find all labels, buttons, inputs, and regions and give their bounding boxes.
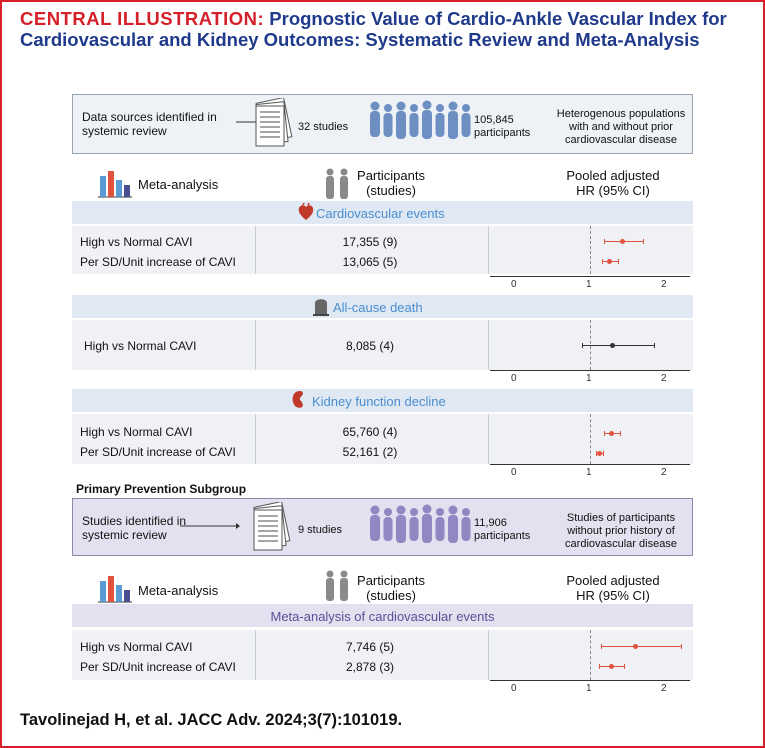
- death-row-1-label: High vs Normal CAVI: [84, 339, 197, 353]
- kidney-icon: [291, 390, 307, 410]
- sources-participants: 105,845 participants: [474, 114, 531, 139]
- divider: [255, 226, 256, 274]
- kidney-tick-0: 0: [511, 467, 517, 478]
- sources-studies: 32 studies: [298, 121, 349, 133]
- figure-title: [20, 8, 750, 50]
- cv-forest-plot: [488, 226, 693, 274]
- pp-studies: 9 studies: [298, 524, 343, 536]
- kidney-tick-2: 2: [661, 467, 667, 478]
- ci-line: [582, 345, 655, 346]
- two-people-icon: [322, 168, 352, 200]
- pp-bar-chart-icon: [98, 573, 132, 603]
- reference-line: [590, 630, 591, 680]
- pp-documents-icon: [248, 502, 292, 552]
- pp-two-people-icon: [322, 570, 352, 602]
- cv-tick-1: 1: [586, 279, 592, 290]
- citation: Tavolinejad H, et al. JACC Adv. 2024;3(7):101019.: [20, 711, 403, 729]
- pp-row-1-n: 7,746 (5): [345, 640, 395, 654]
- cv-tick-0: 0: [511, 279, 517, 290]
- death-forest-plot: [488, 320, 693, 370]
- pp-row-2-label: Per SD/Unit increase of CAVI: [80, 660, 236, 674]
- cv-row-2-label: Per SD/Unit increase of CAVI: [80, 255, 236, 269]
- pp-meta-label: Meta-analysis: [138, 583, 219, 598]
- death-row-1-n: 8,085 (4): [345, 339, 395, 353]
- kidney-title: Kidney function decline: [312, 394, 446, 409]
- kidney-forest-plot: [488, 414, 693, 464]
- cv-title: Cardiovascular events: [316, 206, 445, 221]
- cv-tick-2: 2: [661, 279, 667, 290]
- pp-forest-plot: [488, 630, 693, 680]
- hr-point: [609, 431, 614, 436]
- participants-header: Participants (studies): [357, 168, 425, 198]
- kidney-row-2-label: Per SD/Unit increase of CAVI: [80, 445, 236, 459]
- sources-description: Heterogenous populations with and without prior cardiovascular disease: [556, 108, 686, 146]
- pp-participants: 11,906 participants: [474, 517, 531, 542]
- cv-row-2-n: 13,065 (5): [342, 255, 398, 269]
- axis: [490, 680, 690, 681]
- documents-icon: [250, 98, 294, 148]
- kidney-row-2-n: 52,161 (2): [342, 445, 398, 459]
- pp-tick-2: 2: [661, 683, 667, 694]
- death-tick-1: 1: [586, 373, 592, 384]
- axis: [490, 464, 690, 465]
- meta-label: Meta-analysis: [138, 177, 219, 192]
- tombstone-icon: [313, 296, 329, 316]
- pp-row-2-n: 2,878 (3): [345, 660, 395, 674]
- title-prefix: CENTRAL ILLUSTRATION:: [20, 8, 265, 29]
- kidney-tick-1: 1: [586, 467, 592, 478]
- sources-label: Data sources identified in systemic review: [82, 110, 217, 138]
- people-icon: [368, 100, 472, 146]
- pp-hr-header: Pooled adjusted HR (95% CI): [566, 573, 660, 603]
- cv-row-1-n: 17,355 (9): [342, 235, 398, 249]
- divider: [255, 320, 256, 370]
- hr-header: Pooled adjusted HR (95% CI): [566, 168, 660, 198]
- axis: [490, 276, 690, 277]
- hr-point: [607, 259, 612, 264]
- primary-prevention-heading: Primary Prevention Subgroup: [76, 482, 247, 496]
- death-tick-2: 2: [661, 373, 667, 384]
- axis: [490, 370, 690, 371]
- pp-row-1-label: High vs Normal CAVI: [80, 640, 193, 654]
- kidney-row-1-label: High vs Normal CAVI: [80, 425, 193, 439]
- hr-point: [633, 644, 638, 649]
- hr-point: [610, 343, 615, 348]
- divider: [255, 414, 256, 464]
- heart-icon: [298, 203, 314, 221]
- pp-arrow-icon: [180, 522, 240, 530]
- death-title: All-cause death: [333, 300, 423, 315]
- pp-participants-header: Participants (studies): [357, 573, 425, 603]
- hr-point: [597, 451, 602, 456]
- pp-label: Studies identified in systemic review: [82, 514, 187, 542]
- divider: [255, 630, 256, 680]
- pp-tick-0: 0: [511, 683, 517, 694]
- title-text: Prognostic Value of Cardio-Ankle Vascular Index for Cardiovascular and Kidney Outcomes: Systematic Review and Meta-Analysis: [20, 8, 727, 50]
- death-tick-0: 0: [511, 373, 517, 384]
- reference-line: [590, 414, 591, 464]
- bar-chart-icon: [98, 168, 132, 198]
- hr-point: [609, 664, 614, 669]
- hr-point: [620, 239, 625, 244]
- cv-row-1-label: High vs Normal CAVI: [80, 235, 193, 249]
- ci-line: [601, 646, 682, 647]
- pp-title: Meta-analysis of cardiovascular events: [270, 609, 495, 624]
- kidney-row-1-n: 65,760 (4): [342, 425, 398, 439]
- pp-description: Studies of participants without prior history of cardiovascular disease: [565, 512, 677, 550]
- pp-tick-1: 1: [586, 683, 592, 694]
- pp-people-icon: [368, 504, 472, 550]
- reference-line: [590, 226, 591, 274]
